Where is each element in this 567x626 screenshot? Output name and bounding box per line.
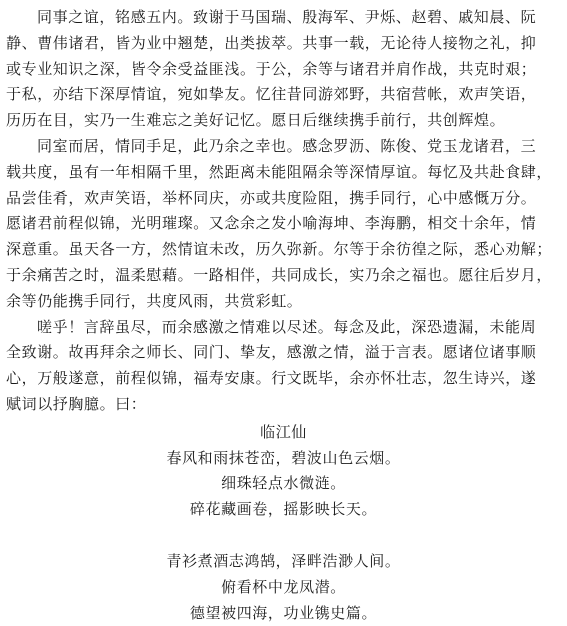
text-line: 静、曹伟诸君，皆为业中翘楚，出类拔萃。共事一载，无论待人接物之礼，抑 — [6, 33, 537, 52]
poem-line: 细珠轻点水微涟。 — [221, 474, 346, 493]
text-line: 载共度，虽有一年相隔千里，然距离未能阻隔余等深情厚谊。每忆及共赴食肆， — [6, 162, 553, 181]
acknowledgement-paragraph-closing — [6, 315, 561, 418]
text-line: 赋词以抒胸臆。曰： — [6, 394, 147, 413]
text-line: 余等仍能携手同行，共度风雨，共赏彩虹。 — [6, 291, 303, 310]
poem — [6, 420, 561, 626]
text-line: 品尝佳肴，欢声笑语，举杯同庆，亦或共度险阻，携手同行，心中感慨万分。 — [6, 188, 537, 207]
text-line: 心，万般遂意，前程似锦，福寿安康。行文既毕，余亦怀壮志，忽生诗兴，遂 — [6, 369, 537, 388]
stanza-gap — [6, 523, 561, 549]
text-line: 或专业知识之深，皆令余受益匪浅。于公，余等与诸君并肩作战，共克时艰； — [6, 59, 537, 78]
text-line: 全致谢。故再拜余之师长、同门、挚友，感激之情，溢于言表。愿诸位诸事顺 — [6, 343, 537, 362]
text-line: 同室而居，情同手足，此乃余之幸也。感念罗沥、陈俊、党玉龙诸君，三 — [37, 136, 537, 155]
acknowledgement-paragraph-colleagues — [6, 5, 561, 134]
poem-line: 春风和雨抹苍峦，碧波山色云烟。 — [166, 448, 401, 467]
text-line: 愿诸君前程似锦，光明璀璨。又念余之发小喻海坤、李海鹏，相交十余年，情 — [6, 214, 537, 233]
poem-line: 青衫煮酒志鸿鹄，泽畔浩渺人间。 — [166, 551, 401, 570]
acknowledgement-paragraph-roommates-friends — [6, 134, 561, 315]
poem-title: 临江仙 — [260, 422, 307, 441]
text-line: 于余痛苦之时，温柔慰藉。一路相伴，共同成长，实乃余之福也。愿往后岁月， — [6, 265, 553, 284]
poem-line: 俯看杯中龙凤潜。 — [221, 577, 346, 596]
poem-line: 碎花藏画卷，摇影映长天。 — [189, 500, 378, 519]
text-line: 嗟乎！言辞虽尽，而余感激之情难以尽述。每念及此，深恐遗漏，未能周 — [37, 317, 537, 336]
poem-line: 德望被四海，功业镌史篇。 — [189, 603, 378, 622]
text-line: 深意重。虽天各一方，然情谊未改，历久弥新。尔等于余彷徨之际，悉心劝解； — [6, 240, 553, 259]
text-line: 于私，亦结下深厚情谊，宛如挚友。忆往昔同游郊野，共宿营帐，欢声笑语， — [6, 85, 537, 104]
text-line: 同事之谊，铭感五内。致谢于马国瑞、殷海军、尹烁、赵碧、戚知晨、阮 — [37, 8, 537, 26]
text-line: 历历在目，实乃一生难忘之美好记忆。愿日后继续携手前行，共创辉煌。 — [6, 111, 506, 130]
